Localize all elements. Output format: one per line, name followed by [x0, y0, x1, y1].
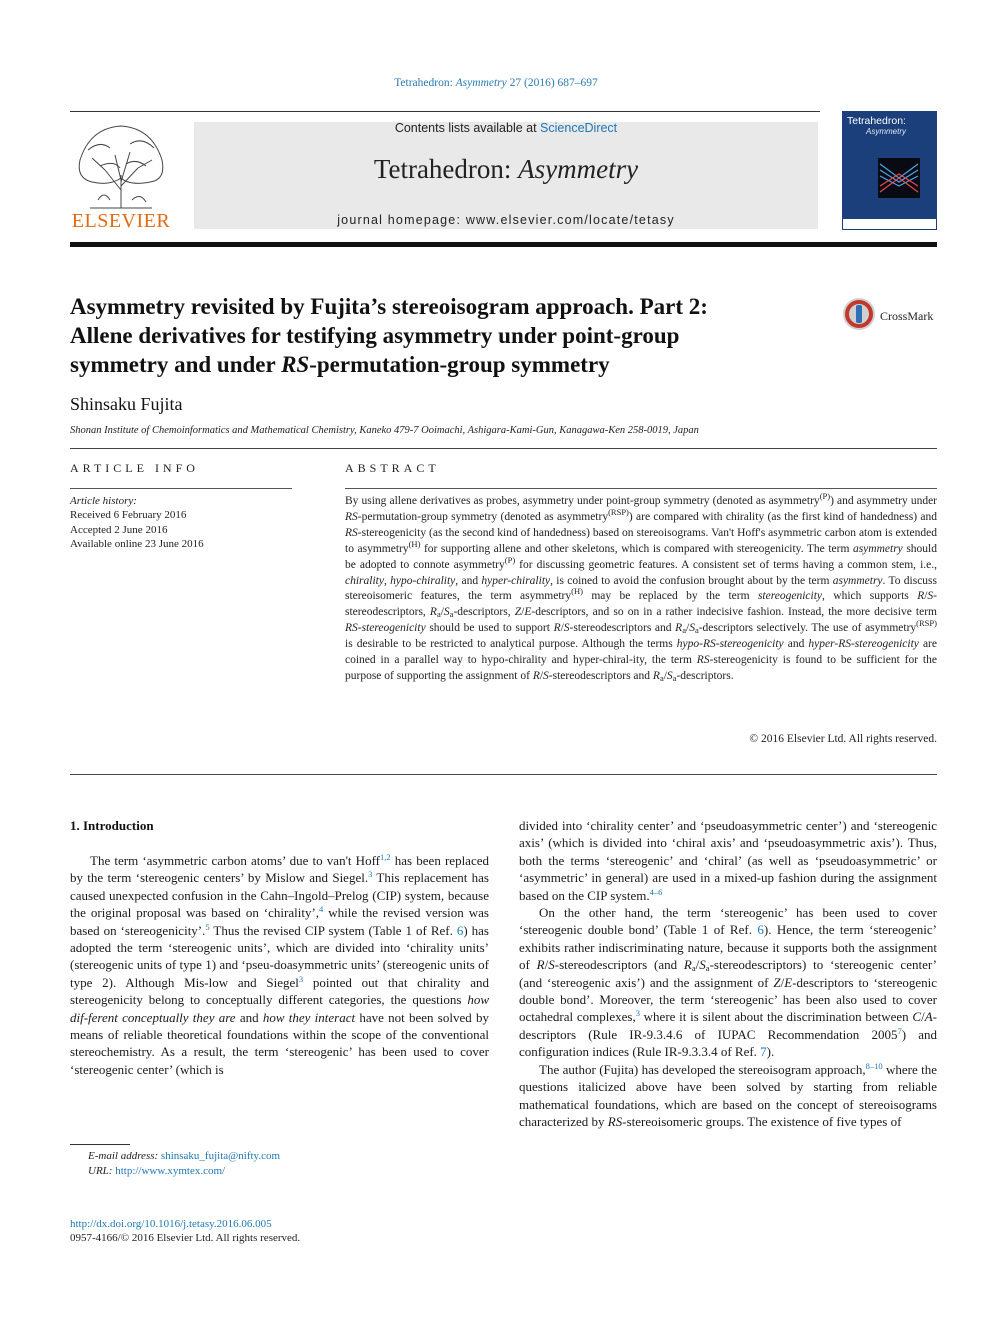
title-rule — [70, 448, 937, 449]
article-history: Article history: Received 6 February 2016 Accepted 2 June 2016 Available online 23 June 2016 — [70, 495, 204, 550]
contents-line: Contents lists available at ScienceDirect — [394, 121, 618, 135]
cover-subtitle: Asymmetry — [866, 127, 906, 136]
url-link[interactable]: http://www.xymtex.com/ — [115, 1164, 226, 1177]
abstract-text: By using allene derivatives as probes, asymmetry under point-group symmetry (denoted as asymmetry$^{(P)}$) and asymmetry under RS-permutation-group symmetry (denoted as asymmetry$^{(RSP)}$) are compared with chirality (as the first kind of handedness) and RS-stereogenicity (as the second kind of handedness) based on stereoisograms. Van't Hoff's asymmetric carbon atom is extended to asymmetry$^{(H)}$ for supporting allene and other skeletons, which is compared with stereogenicity. The term asymmetry should be adopted to connote asymmetry$^{(P)}$ for discussing geometric features. A consistent set of terms having a common stem, i.e., chirality, hypo-chirality, and hyper-chirality, is coined to avoid the confusion brought about by the term asymmetry. To discuss stereoisomeric features, the term asymmetry$^{(H)}$ may be replaced by the term stereogenicity, which supports R/S-stereodescriptors, $R_a/S_a$-descriptors, Z/E-descriptors, and so on in a rather indecisive fashion. Instead, the more decisive term RS-stereogenicity should be used to support R/S-stereodescriptors and $R_a/S_a$-descriptors selectively. The use of asymmetry$^{(RSP)}$ is desirable to be restricted to analytical purpose. Although the terms hypo-RS-stereogenicity and hyper-RS-stereogenicity are coined in a parallel way to hypo-chirality and hyper-chiral-ity, the term RS-stereogenicity is found to be sufficient for the purpose of supporting the assignment of R/S-stereodescriptors and $R_a/S_a$-descriptors. — [345, 491, 938, 683]
doi-block: http://dx.doi.org/10.1016/j.tetasy.2016.06.005 0957-4166/© 2016 Elsevier Ltd. All rights reserved. — [70, 1218, 301, 1245]
intro-paragraph-1: The term ‘asymmetric carbon atoms’ due to van't Hoff$^{1,2}$ has been replaced by the term ‘stereogenic centers’ by Mislow and Siegel.$^3$ This replacement has caused unexpected confusion in the Cahn–Ingold–Prelog (CIP) system, because the original proposal was based on ‘chirality’,$^4$ while the revised version was based on ‘stereogenicity’.$^5$ Thus the revised CIP system (Table 1 of Ref. 6) has adopted the term ‘stereogenic units’, which are divided into ‘chirality units’ (stereogenic units of type 1) and ‘pseu-doasymmetric units’ (stereogenic units of type 2). Although Mis-low and Siegel$^3$ pointed out that chirality and stereogenicity belong to conceptually different categories, the questions how dif-ferent conceptually they are and how they interact have not been solved by means of reliable theoretical foundations within the scope of the conventional stereochemistry. As a result, the term ‘stereogenic’ has been used to cover ‘stereogenic center’ (which is — [70, 852, 489, 1077]
footnotes: E-mail address: shinsaku_fujita@nifty.com URL: http://www.xymtex.com/ — [88, 1150, 281, 1177]
article-info-rule — [70, 488, 292, 489]
article-title: Asymmetry revisited by Fujita’s stereoisogram approach. Part 2: Allene derivatives for testifying asymmetry under point-group symmetry and under RS-permutation-group symmetry — [70, 294, 708, 377]
journal-citation[interactable]: Tetrahedron: Asymmetry 27 (2016) 687–697 — [394, 77, 598, 89]
article-info-heading: ARTICLE INFO — [70, 461, 199, 475]
header-rule — [70, 111, 820, 112]
author-affiliation: Shonan Institute of Chemoinformatics and Mathematical Chemistry, Kaneko 479-7 Ooimachi, Ashigara-Kami-Gun, Kanagawa-Ken 258-0019, Japan — [70, 425, 699, 436]
sciencedirect-link[interactable]: ScienceDirect — [540, 121, 618, 135]
homepage-url-link[interactable]: www.elsevier.com/locate/tetasy — [465, 213, 675, 227]
cover-title: Tetrahedron: — [847, 115, 906, 127]
intro-paragraph-1-cont: divided into ‘chirality center’ and ‘pseudoasymmetric center’) and ‘stereogenic axis’ (which is divided into ‘chiral axis’ and ‘pseudoasymmetric axis’). Thus, both the terms ‘stereogenic’ and ‘chiral’ (as well as ‘pseudoasymmetric’ or ‘asymmetric’ in general) are used in a mixed-up fashion during the assignment based on the CIP system.$^{4-6}$ — [519, 818, 937, 903]
abstract-rule — [345, 488, 937, 489]
abstract-copyright: © 2016 Elsevier Ltd. All rights reserved. — [749, 733, 937, 745]
cover-footer-strip — [842, 218, 937, 230]
body-column-left — [70, 852, 489, 1078]
intro-paragraph-2: On the other hand, the term ‘stereogenic’ has been used to cover ‘stereogenic double bond’ (Table 1 of Ref. 6). Hence, the term ‘stereogenic’ exhibits rather indiscriminating nature, because it supports both the assignment of R/S-stereodescriptors (and $R_a/S_a-stereodescriptors$) to ‘stereogenic center’ (and ‘stereogenic axis’) and the assignment of Z/E-descriptors to ‘stereogenic double bond’. Moreover, the term ‘stereogenic’ has been also used to cover octahedral complexes,$^3$ where it is silent about the discrimination between C/A-descriptors (Rule IR-9.3.4.6 of IUPAC Recommendation 2005$^7$) and configuration indices (Rule IR-9.3.3.4 of Ref. 7). — [519, 905, 937, 1060]
header-thick-rule — [70, 242, 937, 247]
crossmark-label[interactable]: CrossMark — [880, 309, 934, 323]
introduction-heading: 1. Introduction — [70, 818, 154, 833]
author-name: Shinsaku Fujita — [70, 394, 183, 414]
journal-title: Tetrahedron: Asymmetry — [373, 154, 639, 184]
abstract-rule-bottom — [70, 774, 937, 775]
intro-paragraph-3: The author (Fujita) has developed the stereoisogram approach,$^{8-10}$ where the questions italicized above have been solved by starting from reliable mathematical foundations, which are based on the concept of stereoisograms characterized by RS-stereoisomeric groups. The existence of five types of — [519, 1060, 938, 1129]
footnote-rule — [70, 1144, 130, 1145]
cover-art-icon — [878, 158, 920, 198]
doi-link[interactable]: http://dx.doi.org/10.1016/j.tetasy.2016.06.005 — [70, 1218, 272, 1230]
email-link[interactable]: shinsaku_fujita@nifty.com — [160, 1150, 281, 1162]
crossmark-icon[interactable] — [842, 297, 876, 331]
body-column-right — [519, 817, 937, 1130]
abstract-heading: ABSTRACT — [345, 461, 440, 475]
elsevier-logo-text: ELSEVIER — [71, 210, 171, 232]
journal-homepage[interactable]: journal homepage: www.elsevier.com/locate/tetasy — [337, 213, 675, 227]
